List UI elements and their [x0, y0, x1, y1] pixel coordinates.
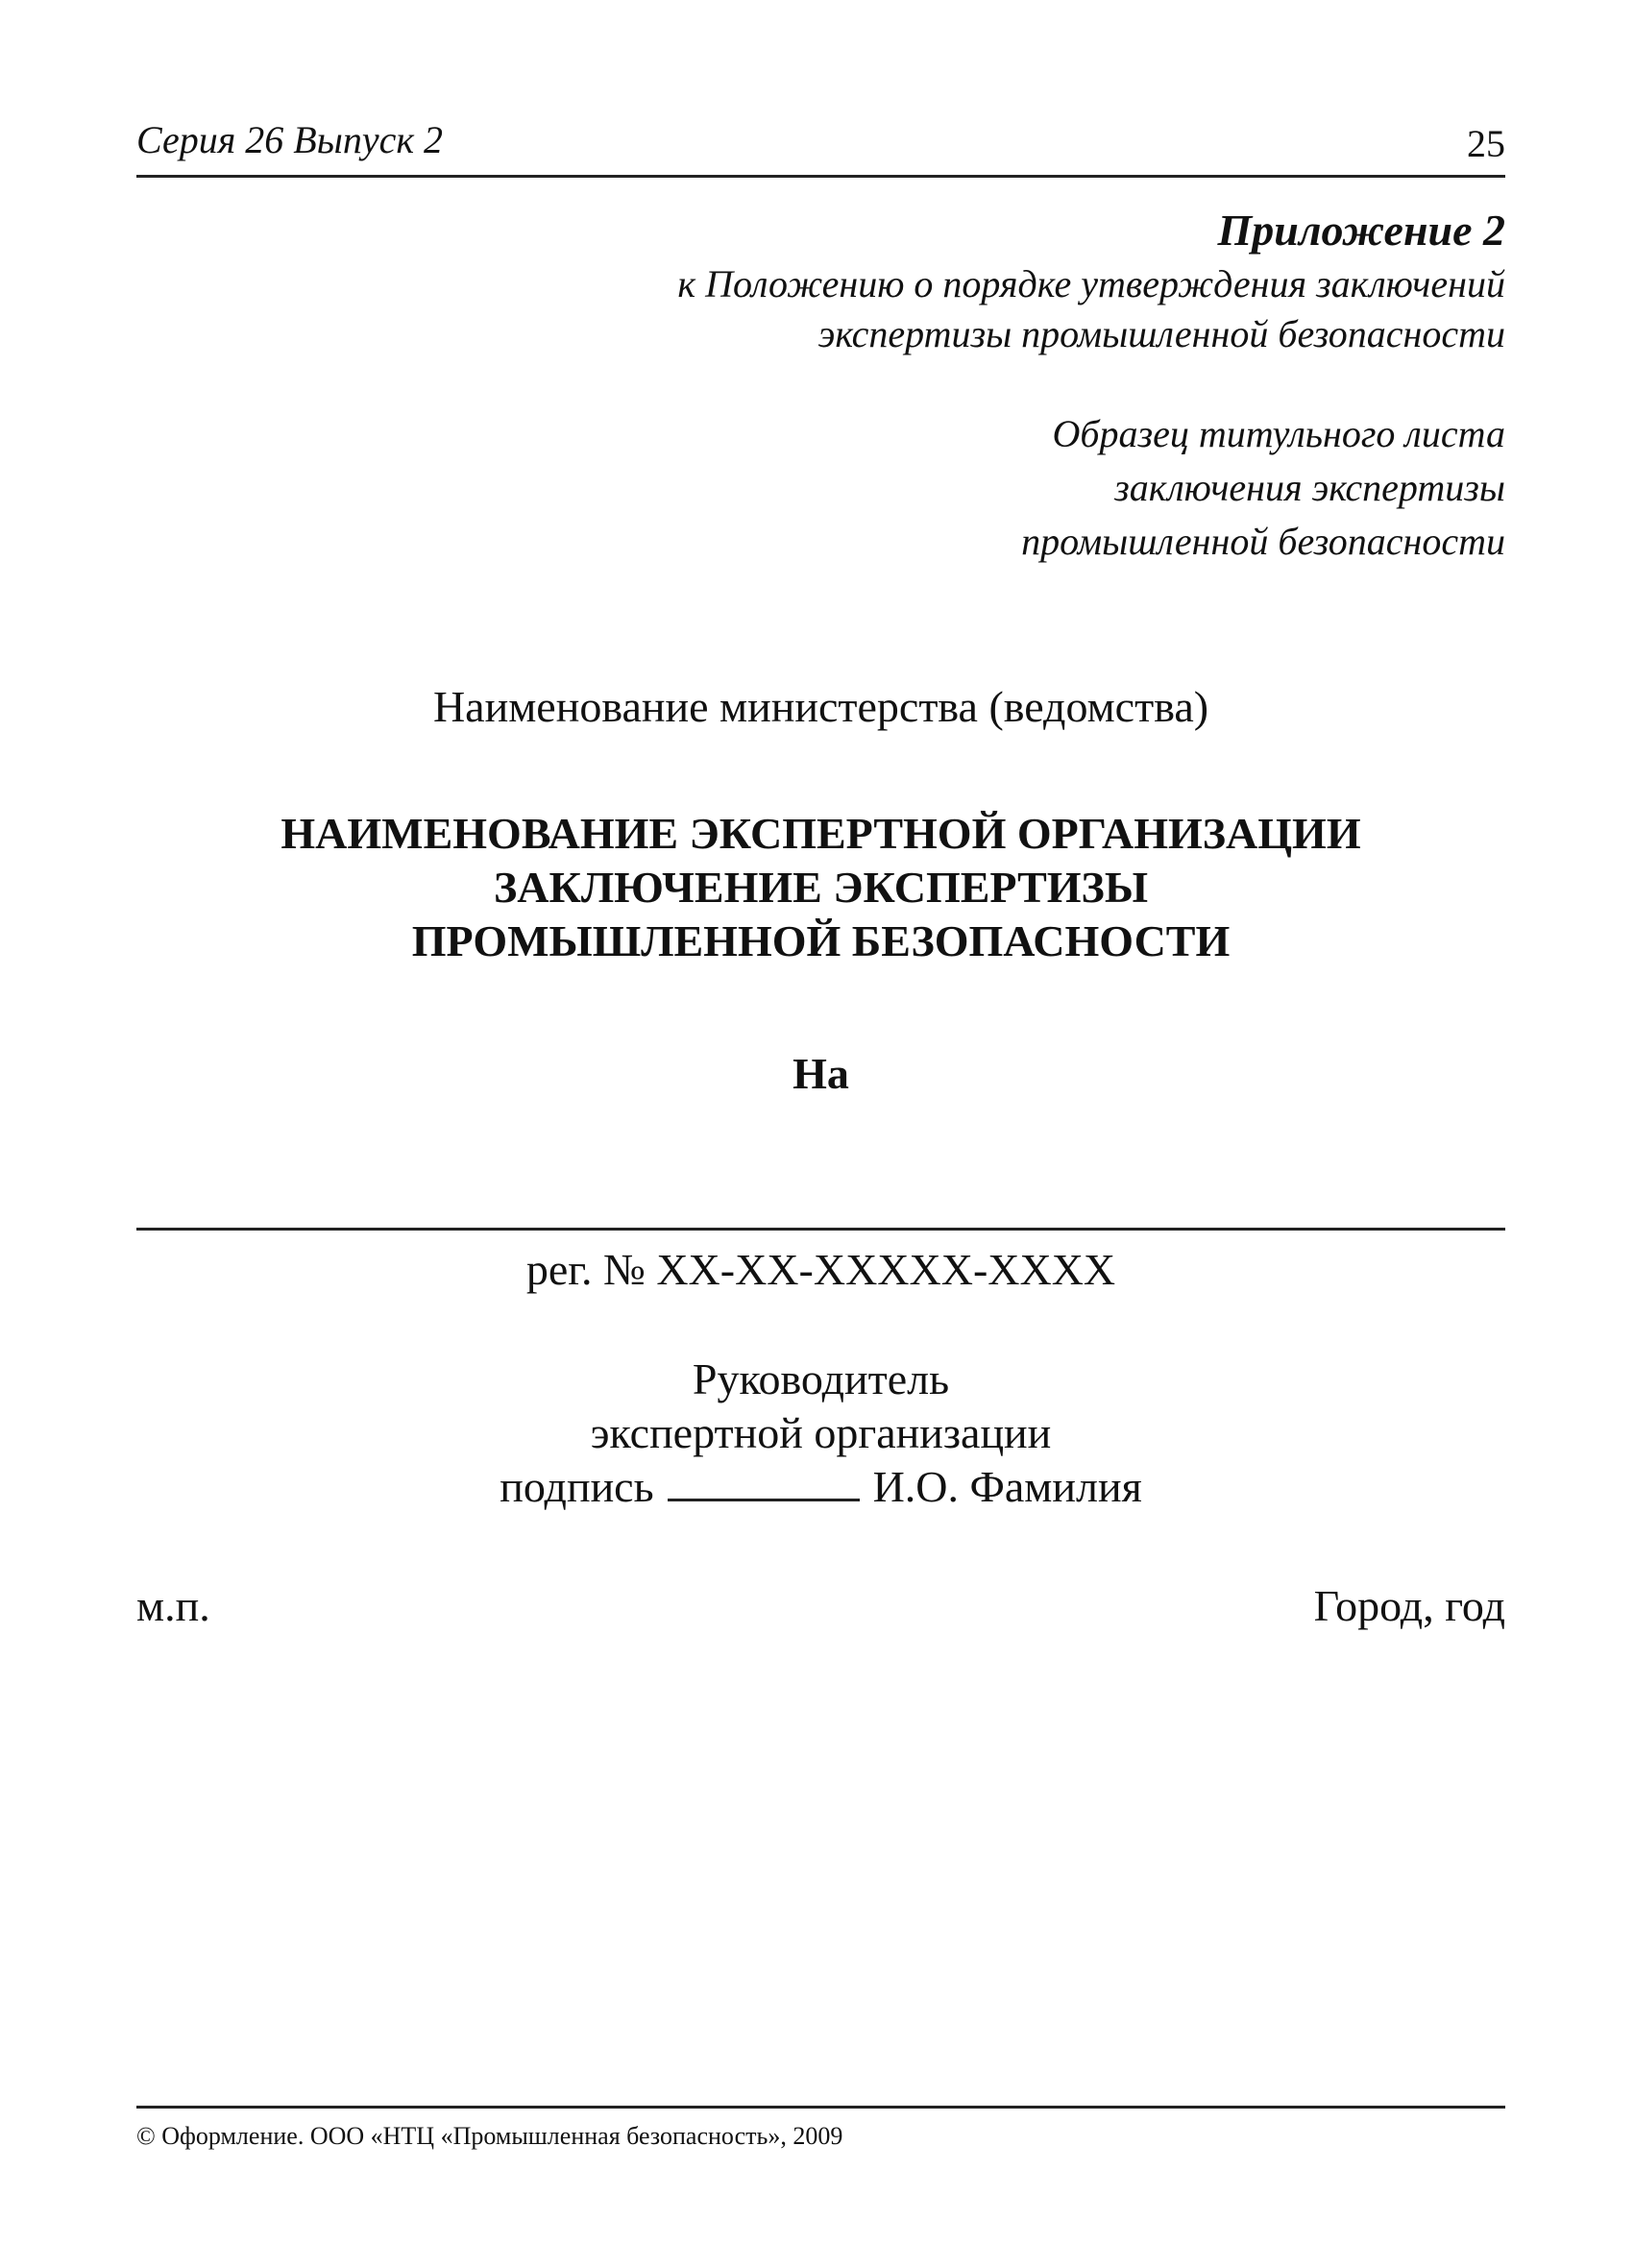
signature-row: [136, 1460, 1505, 1514]
series-header: Серия 26 Выпуск 2: [136, 118, 444, 161]
subject-prefix: На: [793, 1049, 849, 1098]
copyright-footer: © Оформление. ООО «НТЦ «Промышленная безопасность», 2009: [136, 2122, 843, 2150]
appendix-line-2: экспертизы промышленной безопасности: [817, 312, 1505, 355]
registration-number: рег. № XX-XX-XXXXX-XXXX: [525, 1245, 1116, 1294]
ministry-name: Наименование министерства (ведомства): [432, 682, 1209, 731]
header-divider: [136, 175, 1505, 178]
subject-fill-line: [136, 1228, 1505, 1231]
footer-divider: [136, 2106, 1505, 2109]
organization-title-line-1: НАИМЕНОВАНИЕ ЭКСПЕРТНОЙ ОРГАНИЗАЦИИ: [280, 809, 1361, 858]
appendix-block: [677, 202, 1505, 359]
appendix-title: Приложение 2: [1217, 206, 1505, 255]
signature-line: [668, 1466, 860, 1501]
head-title-line-2: экспертной организации: [590, 1408, 1052, 1457]
sample-note-line-1: Образец титульного листа: [1052, 412, 1505, 455]
sample-note-line-3: промышленной безопасности: [1021, 520, 1505, 563]
signature-label: подпись: [500, 1462, 654, 1511]
stamp-place: м.п.: [136, 1581, 210, 1630]
page-number: 25: [1467, 122, 1505, 165]
appendix-line-1: к Положению о порядке утверждения заключений: [677, 262, 1505, 305]
head-name: И.О. Фамилия: [872, 1462, 1142, 1511]
organization-title-line-3: ПРОМЫШЛЕННОЙ БЕЗОПАСНОСТИ: [411, 916, 1231, 965]
sample-note: [1021, 407, 1505, 569]
head-signature-block: [136, 1353, 1505, 1514]
city-year: Город, год: [1313, 1581, 1505, 1630]
organization-title-line-2: ЗАКЛЮЧЕНИЕ ЭКСПЕРТИЗЫ: [493, 863, 1148, 912]
head-title-line-1: Руководитель: [692, 1354, 950, 1403]
sample-note-line-2: заключения экспертизы: [1114, 466, 1505, 509]
organization-title: [136, 807, 1505, 968]
